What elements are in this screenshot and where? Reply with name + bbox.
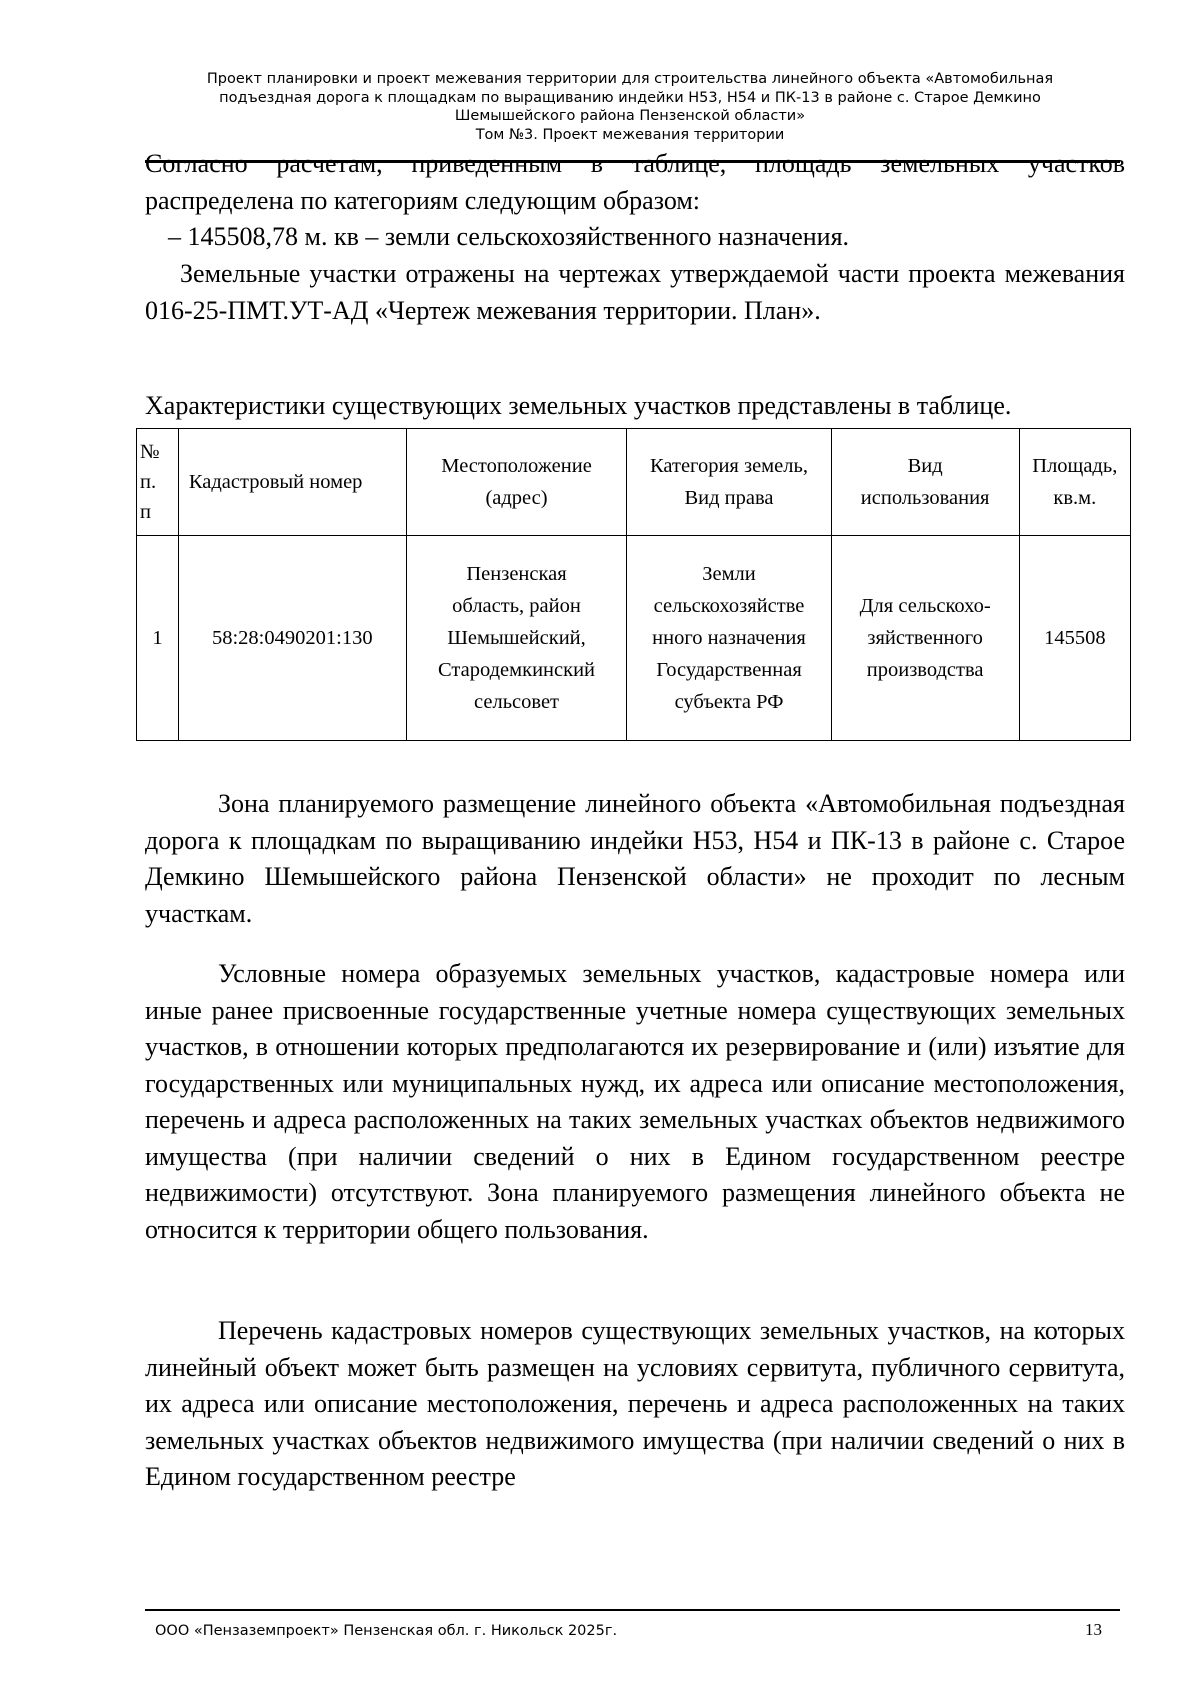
- header-area-line: кв.м.: [1053, 487, 1097, 509]
- land-plots-table: [136, 428, 1131, 741]
- cell-location-line: Стародемкинский: [438, 659, 596, 681]
- header-category: [627, 429, 831, 536]
- cell-usage-line: зяйственного: [867, 627, 983, 649]
- table-row: [137, 536, 1131, 741]
- page-header: [140, 70, 1120, 144]
- cell-location-line: область, район: [452, 595, 581, 617]
- list-item: – 145508,78 м. кв – земли сельскохозяйственного назначения.: [168, 222, 850, 251]
- cell-location-line: Шемышейский,: [447, 627, 586, 649]
- cell-usage-line: производства: [866, 659, 984, 681]
- drawings-paragraph: Земельные участки отражены на чертежах утверждаемой части проекта межевания 016-25-ПМТ.УТ-АД «Чертеж межевания территории. План».: [145, 259, 1125, 325]
- header-usage-line: использования: [860, 487, 990, 509]
- cell-category: [627, 536, 831, 741]
- header-line: подъездная дорога к площадкам по выращиванию индейки Н53, Н54 и ПК-13 в районе с. Старое Демкино: [219, 89, 1041, 106]
- cell-cadastral: 58:28:0490201:130: [178, 536, 406, 741]
- header-location-line: (адрес): [485, 487, 548, 509]
- header-number-line: п: [140, 501, 151, 523]
- intro-paragraph: Согласно расчетам, приведенным в таблице, площадь земельных участков распределена по категориям следующим образом:: [145, 149, 1125, 215]
- conditional-numbers-paragraph: Условные номера образуемых земельных участков, кадастровые номера или иные ранее присвоенные государственные учетные номера существующих земельных участков, в отношении которых предполагаются их резервирование и (или) изъятие для государственных или муниципальных нужд, их адреса или описание местоположения, перечень и адреса расположенных на таких земельных участках объектов недвижимого имущества (при наличии сведений о них в Едином государственном реестре недвижимости) отсутствуют. Зона планируемого размещения линейного объекта не относится к территории общего пользования.: [145, 959, 1125, 1244]
- footer-organization: ООО «Пензаземпроект» Пензенская обл. г. Никольск 2025г.: [155, 1623, 618, 1639]
- header-location: [406, 429, 627, 536]
- cell-category-line: Государственная: [656, 659, 802, 681]
- cell-location-line: сельсовет: [474, 691, 560, 713]
- cell-number: 1: [137, 536, 179, 741]
- servitude-paragraph: Перечень кадастровых номеров существующих земельных участков, на которых линейный объект может быть размещен на условиях сервитута, публичного сервитута, их адреса или описание местоположения, перечень и адреса расположенных на таких земельных участках объектов недвижимого имущества (при наличии сведений о них в Едином государственном реестре: [145, 1316, 1125, 1491]
- header-line: Шемышейского района Пензенской области»: [454, 108, 806, 124]
- header-cadastral: Кадастровый номер: [178, 429, 406, 536]
- cell-usage: [831, 536, 1019, 741]
- cell-usage-line: Для сельскохо-: [859, 595, 991, 617]
- header-usage-line: Вид: [907, 455, 943, 477]
- header-location-line: Местоположение: [441, 455, 592, 477]
- header-number-line: п.: [140, 471, 157, 493]
- header-usage: [831, 429, 1019, 536]
- header-category-line: Категория земель,: [650, 455, 808, 477]
- header-area-line: Площадь,: [1032, 455, 1118, 477]
- cell-category-line: нного назначения: [652, 627, 806, 649]
- footer-divider: [145, 1609, 1120, 1611]
- cell-category-line: сельскохозяйстве: [653, 595, 805, 617]
- header-number: [137, 429, 179, 536]
- header-area: [1019, 429, 1130, 536]
- cell-location: [406, 536, 627, 741]
- table-caption: Характеристики существующих земельных участков представлены в таблице.: [145, 391, 1012, 420]
- header-line: Проект планировки и проект межевания территории для строительства линейного объекта «Автомобильная: [206, 71, 1054, 87]
- cell-category-line: Земли: [702, 563, 756, 585]
- header-number-line: №: [140, 441, 160, 463]
- cell-location-line: Пензенская: [466, 563, 567, 585]
- page-number: 13: [1085, 1620, 1102, 1639]
- header-category-line: Вид права: [684, 487, 774, 509]
- cell-area: 145508: [1019, 536, 1130, 741]
- table-header-row: [137, 429, 1131, 536]
- header-line: Том №3. Проект межевания территории: [475, 126, 785, 143]
- cell-category-line: субъекта РФ: [674, 691, 784, 713]
- zone-paragraph: Зона планируемого размещение линейного объекта «Автомобильная подъездная дорога к площадкам по выращиванию индейки Н53, Н54 и ПК-13 в районе с. Старое Демкино Шемышейского района Пензенской области» не проходит по лесным участкам.: [145, 789, 1125, 928]
